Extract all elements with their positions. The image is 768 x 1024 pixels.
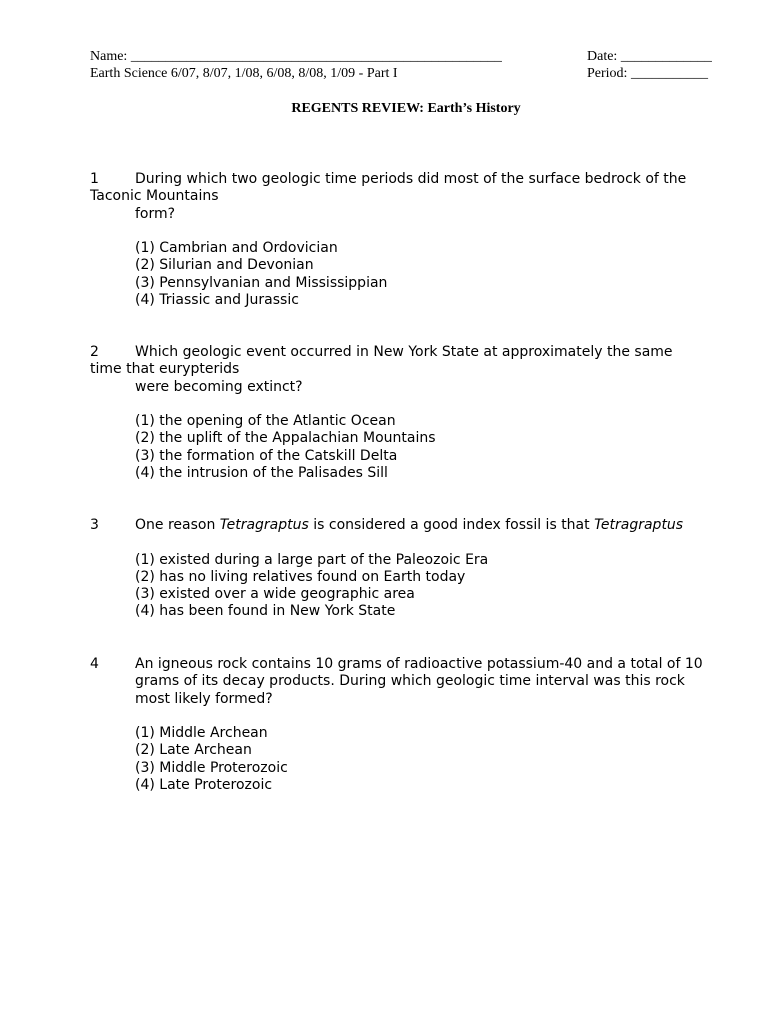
question-text: One reason — [135, 517, 220, 533]
page-title: REGENTS REVIEW: Earth’s History — [291, 101, 521, 116]
question-number: 4 — [90, 656, 99, 672]
answer-options — [90, 240, 730, 309]
question-text: Taconic Mountains — [90, 188, 219, 205]
question-1 — [90, 171, 730, 309]
name-label: Name: — [90, 49, 128, 64]
answer-options — [90, 413, 730, 482]
question-text: were becoming extinct? — [135, 378, 303, 395]
period-blank: ___________ — [630, 66, 708, 81]
answer-option[interactable]: (3) Middle Proterozoic — [135, 759, 288, 776]
answer-option[interactable]: (2) Late Archean — [135, 742, 252, 759]
answer-options — [90, 552, 730, 621]
answer-option[interactable]: (3) the formation of the Catskill Delta — [135, 447, 398, 464]
question-4 — [90, 656, 730, 794]
fossil-name: Tetragraptus — [219, 517, 309, 533]
answer-option[interactable]: (1) the opening of the Atlantic Ocean — [135, 413, 396, 430]
answer-option[interactable]: (1) existed during a large part of the Paleozoic Era — [135, 551, 489, 568]
answer-option[interactable]: (1) Middle Archean — [135, 725, 268, 742]
question-number: 3 — [90, 517, 99, 533]
question-text: An igneous rock contains 10 grams of radioactive potassium-40 and a total of 10 — [135, 656, 703, 672]
answer-option[interactable]: (4) Late Proterozoic — [135, 777, 273, 794]
question-text: During which two geologic time periods did most of the surface bedrock of the — [135, 171, 687, 187]
answer-option[interactable]: (4) the intrusion of the Palisades Sill — [135, 465, 388, 482]
course-line: Earth Science 6/07, 8/07, 1/08, 6/08, 8/08, 1/09 - Part I — [90, 66, 398, 81]
answer-option[interactable]: (3) Pennsylvanian and Mississippian — [135, 274, 388, 291]
period-label: Period: — [587, 66, 628, 81]
answer-option[interactable]: (3) existed over a wide geographic area — [135, 586, 415, 603]
answer-option[interactable]: (2) Silurian and Devonian — [135, 257, 314, 274]
question-text: grams of its decay products. During which geologic time interval was this rock — [135, 673, 685, 690]
name-blank: _____________________________________________________ — [130, 49, 502, 64]
period-line — [587, 65, 708, 82]
question-text: is considered a good index fossil is that — [308, 517, 595, 533]
question-text: most likely formed? — [135, 690, 273, 707]
question-2 — [90, 344, 730, 482]
answer-option[interactable]: (1) Cambrian and Ordovician — [135, 240, 338, 257]
question-number: 1 — [90, 171, 99, 187]
fossil-name: Tetragraptus — [594, 517, 684, 533]
answer-option[interactable]: (4) has been found in New York State — [135, 603, 396, 620]
date-blank: _____________ — [620, 49, 712, 64]
date-line — [587, 48, 712, 65]
answer-option[interactable]: (2) has no living relatives found on Earth today — [135, 568, 466, 585]
name-line — [90, 48, 502, 65]
question-number: 2 — [90, 344, 99, 360]
question-text: Which geologic event occurred in New York State at approximately the same — [135, 344, 673, 360]
answer-options — [90, 725, 730, 794]
question-text: time that eurypterids — [90, 361, 240, 378]
question-3 — [90, 517, 730, 621]
answer-option[interactable]: (4) Triassic and Jurassic — [135, 292, 299, 309]
answer-option[interactable]: (2) the uplift of the Appalachian Mountains — [135, 430, 436, 447]
question-text: form? — [135, 205, 176, 222]
date-label: Date: — [587, 49, 618, 64]
